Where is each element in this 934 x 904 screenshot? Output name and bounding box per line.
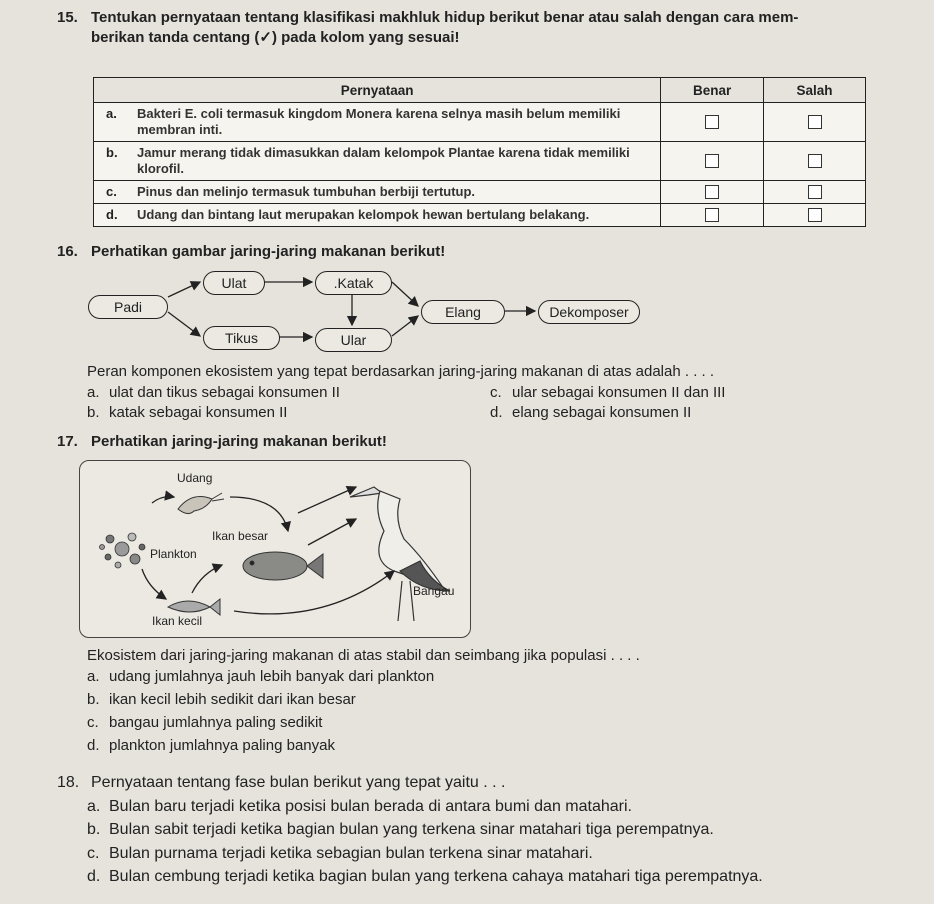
q17-title: Perhatikan jaring-jaring makanan berikut! bbox=[91, 433, 387, 450]
header-true: Benar bbox=[661, 78, 764, 103]
node-ulat: Ulat bbox=[203, 271, 265, 295]
row-statement: Jamur merang tidak dimasukkan dalam kelompok Plantae karena tidak memiliki klorofil. bbox=[137, 145, 630, 176]
q15-number: 15. bbox=[57, 9, 78, 26]
option-letter: b. bbox=[87, 821, 101, 838]
option-text: Bulan purnama terjadi ketika sebagian bulan terkena sinar matahari. bbox=[109, 845, 593, 862]
node-tikus: Tikus bbox=[203, 326, 280, 350]
option-text: udang jumlahnya jauh lebih banyak dari plankton bbox=[109, 668, 435, 685]
q17-option-c[interactable] bbox=[87, 713, 322, 733]
label-ikan-besar: Ikan besar bbox=[212, 529, 269, 543]
q15-title-line1: Tentukan pernyataan tentang klasifikasi makhluk hidup berikut benar atau salah dengan cara mem- bbox=[91, 9, 799, 26]
node-ular: Ular bbox=[315, 328, 392, 352]
option-text: bangau jumlahnya paling sedikit bbox=[109, 714, 323, 731]
q16-option-a[interactable] bbox=[87, 383, 340, 403]
q18-number: 18. bbox=[57, 774, 80, 791]
node-padi: Padi bbox=[88, 295, 168, 319]
label-plankton: Plankton bbox=[150, 547, 197, 561]
q17-number: 17. bbox=[57, 433, 78, 450]
label-bangau: Bangau bbox=[413, 584, 455, 598]
arrow-udang-bangau bbox=[298, 487, 356, 513]
row-letter: d. bbox=[106, 207, 118, 222]
option-letter: a. bbox=[87, 798, 101, 815]
arrow-padi-tikus bbox=[168, 312, 200, 336]
option-text: elang sebagai konsumen II bbox=[512, 404, 692, 421]
big-fish-icon bbox=[243, 552, 323, 580]
q16-number: 16. bbox=[57, 243, 78, 260]
q16-option-b[interactable] bbox=[87, 403, 287, 423]
option-letter: c. bbox=[490, 384, 502, 401]
option-text: Bulan cembung terjadi ketika bagian bulan yang terkena cahaya matahari tiga perempatnya. bbox=[109, 868, 763, 885]
q18-option-c[interactable] bbox=[87, 845, 593, 863]
option-text: Bulan baru terjadi ketika posisi bulan berada di antara bumi dan matahari. bbox=[109, 798, 632, 815]
row-letter: b. bbox=[106, 145, 118, 160]
option-letter: b. bbox=[87, 404, 100, 421]
option-letter: d. bbox=[490, 404, 503, 421]
q17-option-a[interactable] bbox=[87, 667, 434, 687]
q17-option-d[interactable] bbox=[87, 736, 335, 756]
option-text: katak sebagai konsumen II bbox=[109, 404, 288, 421]
option-letter: d. bbox=[87, 737, 100, 754]
shrimp-icon bbox=[178, 493, 224, 514]
heron-icon bbox=[350, 487, 450, 621]
q18-option-b[interactable] bbox=[87, 821, 714, 839]
option-text: ikan kecil lebih sedikit dari ikan besar bbox=[109, 691, 356, 708]
node-dekomposer: Dekomposer bbox=[538, 300, 640, 324]
row-letter: c. bbox=[106, 184, 117, 199]
q17-food-web bbox=[79, 460, 471, 638]
row-statement: Bakteri E. coli termasuk kingdom Monera karena selnya masih belum memiliki membran inti. bbox=[137, 106, 621, 137]
arrow-udang-ikanbesar bbox=[230, 497, 288, 531]
arrow-plankton-udang bbox=[152, 497, 174, 503]
q15-title-line2: berikan tanda centang (✓) pada kolom yang sesuai! bbox=[91, 29, 460, 46]
q18-option-d[interactable] bbox=[87, 868, 763, 886]
arrow-katak-elang bbox=[392, 282, 418, 306]
option-letter: a. bbox=[87, 668, 100, 685]
label-ikan-kecil: Ikan kecil bbox=[152, 614, 203, 628]
small-fish-icon bbox=[168, 599, 220, 615]
q17-illustration bbox=[80, 461, 470, 637]
option-text: plankton jumlahnya paling banyak bbox=[109, 737, 335, 754]
row-statement: Pinus dan melinjo termasuk tumbuhan berbiji tertutup. bbox=[137, 184, 476, 199]
option-letter: c. bbox=[87, 845, 100, 862]
option-letter: a. bbox=[87, 384, 100, 401]
node-katak: .Katak bbox=[315, 271, 392, 295]
arrow-plankton-ikankecil bbox=[142, 569, 166, 599]
option-text: Bulan sabit terjadi ketika bagian bulan yang terkena sinar matahari tiga perempatnya. bbox=[109, 821, 714, 838]
arrow-ular-elang bbox=[392, 316, 418, 336]
option-letter: b. bbox=[87, 691, 100, 708]
row-statement: Udang dan bintang laut merupakan kelompok hewan bertulang belakang. bbox=[137, 207, 590, 222]
q17-option-b[interactable] bbox=[87, 690, 356, 710]
arrow-ikankecil-ikanbesar bbox=[192, 565, 222, 593]
option-letter: d. bbox=[87, 868, 101, 885]
arrow-ikanbesar-bangau bbox=[308, 519, 356, 545]
q18-title: Pernyataan tentang fase bulan berikut yang tepat yaitu . . . bbox=[91, 774, 506, 791]
header-false: Salah bbox=[764, 78, 866, 103]
q17-heading bbox=[57, 432, 387, 451]
q16-option-c[interactable] bbox=[490, 383, 725, 403]
q18-heading bbox=[57, 774, 506, 792]
q16-title: Perhatikan gambar jaring-jaring makanan berikut! bbox=[91, 243, 446, 260]
arrow-padi-ulat bbox=[168, 282, 200, 297]
q18-option-a[interactable] bbox=[87, 798, 632, 816]
header-statement: Pernyataan bbox=[94, 78, 661, 103]
q17-question: Ekosistem dari jaring-jaring makanan di atas stabil dan seimbang jika populasi . . . . bbox=[87, 647, 640, 664]
option-text: ulat dan tikus sebagai konsumen II bbox=[109, 384, 340, 401]
option-text: ular sebagai konsumen II dan III bbox=[512, 384, 726, 401]
label-udang: Udang bbox=[177, 471, 213, 485]
row-letter: a. bbox=[106, 106, 117, 121]
q16-question: Peran komponen ekosistem yang tepat berdasarkan jaring-jaring makanan di atas adalah . . . . bbox=[87, 363, 715, 380]
option-letter: c. bbox=[87, 714, 99, 731]
node-elang: Elang bbox=[421, 300, 505, 324]
q16-option-d[interactable] bbox=[490, 403, 691, 423]
plankton-icon bbox=[100, 533, 146, 568]
